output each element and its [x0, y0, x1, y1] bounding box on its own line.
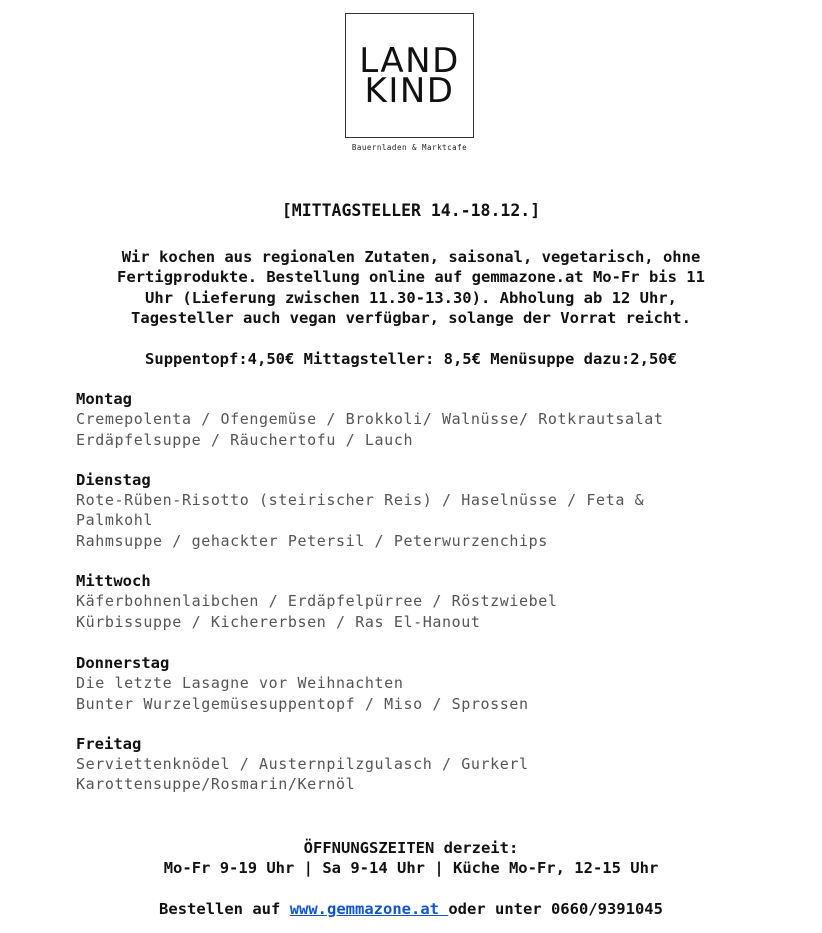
dish-line: Die letzte Lasagne vor Weihnachten	[76, 674, 404, 693]
dish-line: Käferbohnenlaibchen / Erdäpfelpürree / Röstzwiebel	[76, 592, 558, 611]
dish-line: Rahmsuppe / gehackter Petersil / Peterwurzenchips	[76, 531, 548, 550]
day-name: Freitag	[76, 734, 142, 753]
dish-line: Cremepolenta / Ofengemüse / Brokkoli/ Walnüsse/ Rotkrautsalat	[76, 410, 664, 429]
day-name: Montag	[76, 390, 132, 408]
opening-hours: Mo-Fr 9-19 Uhr | Sa 9-14 Uhr | Küche Mo-Fr, 12-15 Uhr	[163, 859, 659, 877]
day-section-freitag	[76, 734, 756, 795]
intro-line: Tagesteller auch vegan verfügbar, solange der Vorrat reicht.	[131, 308, 691, 327]
dish-line: Karottensuppe/Rosmarin/Kernöl	[76, 775, 356, 794]
day-name: Donnerstag	[76, 653, 170, 672]
day-section-donnerstag	[76, 653, 756, 714]
intro-line: Uhr (Lieferung zwischen 11.30-13.30). Abholung ab 12 Uhr,	[145, 288, 677, 307]
intro-line: Fertigprodukte. Bestellung online auf gemmazone.at Mo-Fr bis 11	[117, 268, 705, 287]
day-name: Dienstag	[76, 470, 151, 489]
dish-line: Bunter Wurzelgemüsesuppentopf / Miso / Sprossen	[76, 694, 529, 713]
dish-line: Serviettenknödel / Austernpilzgulasch / Gurkerl	[76, 755, 529, 774]
day-name: Mittwoch	[76, 572, 151, 591]
day-section-montag	[76, 389, 756, 450]
opening-hours-title: ÖFFNUNGSZEITEN derzeit:	[303, 839, 519, 857]
dish-line: Kürbissuppe / Kichererbsen / Ras El-Hanout	[76, 612, 481, 631]
intro-line: Wir kochen aus regionalen Zutaten, saisonal, vegetarisch, ohne	[121, 248, 701, 266]
order-info	[60, 899, 762, 919]
page-title: [MITTAGSTELLER 14.-18.12.]	[281, 201, 541, 220]
dish-line: Palmkohl	[76, 511, 154, 530]
dish-line: Rote-Rüben-Risotto (steirischer Reis) / Haselnüsse / Feta &	[76, 491, 645, 510]
weekly-menu	[76, 389, 756, 815]
order-suffix: oder unter 0660/9391045	[448, 900, 663, 918]
order-prefix: Bestellen auf	[159, 900, 290, 918]
price-info: Suppentopf:4,50€ Mittagsteller: 8,5€ Menüsuppe dazu:2,50€	[145, 350, 677, 368]
intro-text	[60, 247, 762, 328]
logo	[345, 13, 474, 138]
day-section-dienstag	[76, 470, 756, 551]
logo-line-land: LAND	[359, 40, 460, 81]
logo-subtitle: Bauernladen & Marktcafe	[351, 143, 468, 152]
day-section-mittwoch	[76, 571, 756, 632]
dish-line: Erdäpfelsuppe / Räuchertofu / Lauch	[76, 430, 414, 449]
logo-line-kind: KIND	[364, 70, 455, 111]
gemmazone-link[interactable]: www.gemmazone.at	[289, 900, 449, 918]
